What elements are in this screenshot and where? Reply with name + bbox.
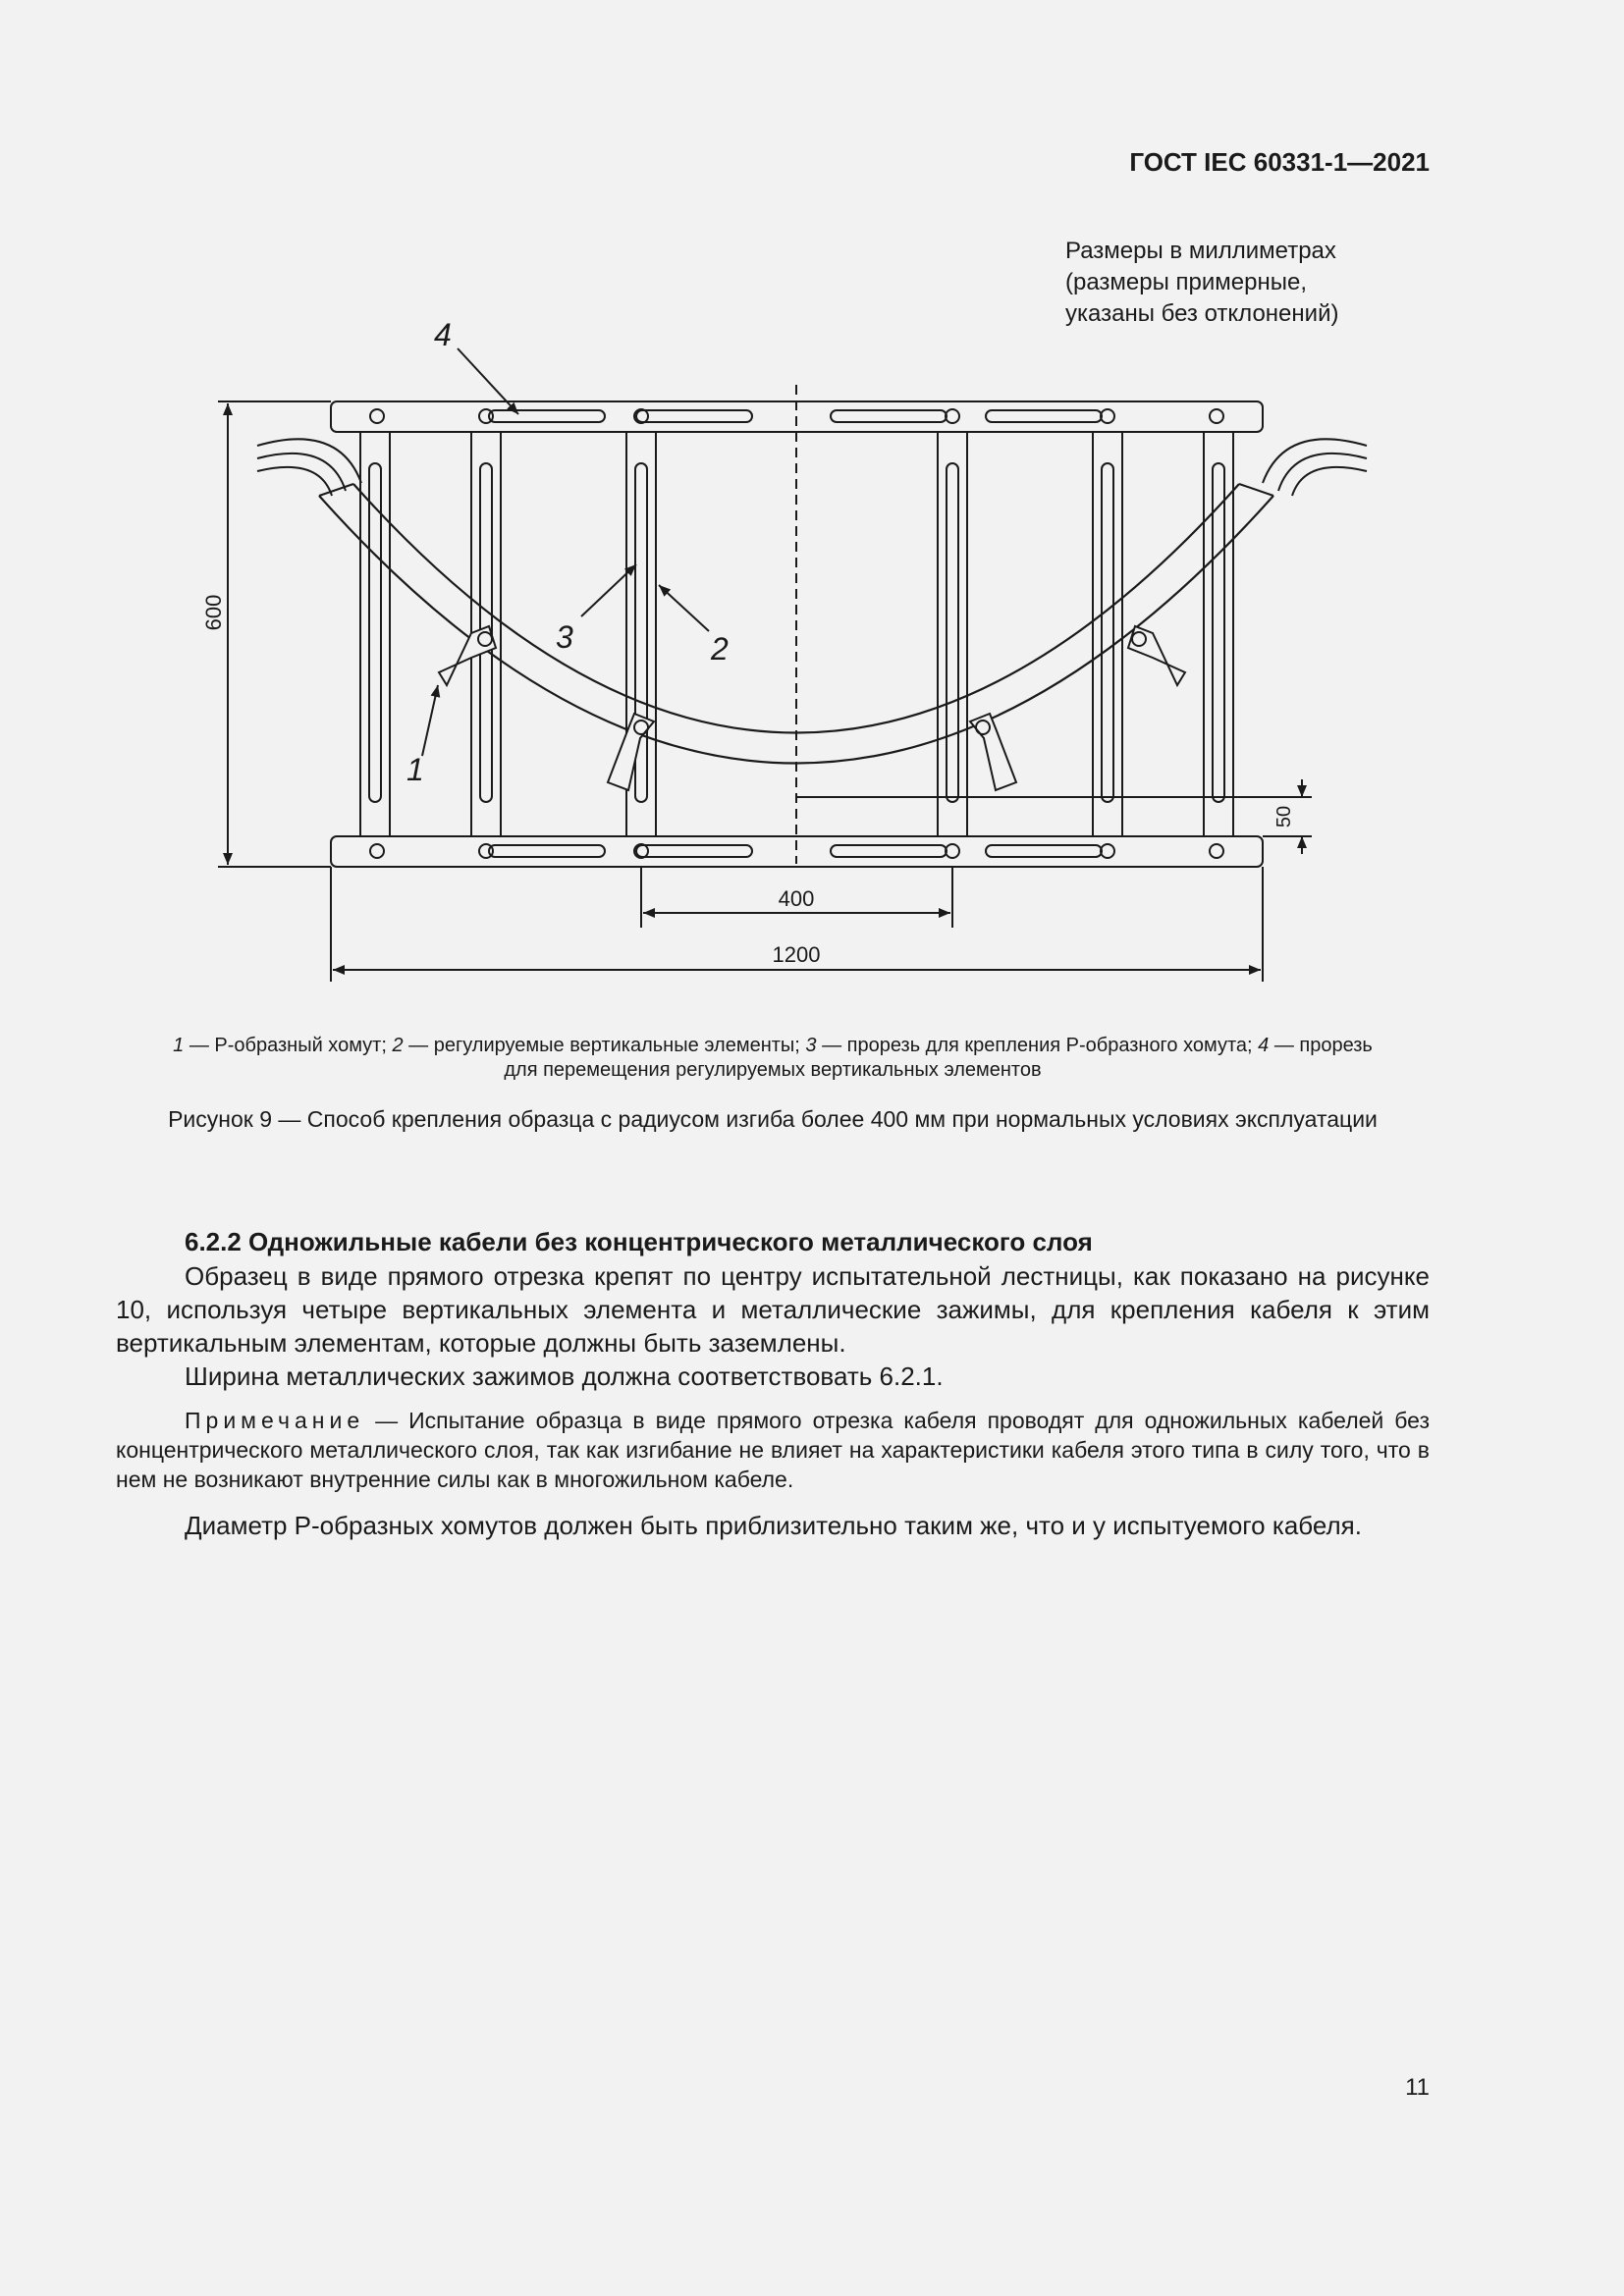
units-note: Размеры в миллиметрах (размеры примерные, указаны без отклонений): [1065, 238, 1339, 327]
legend-key-2: 2: [392, 1035, 404, 1056]
legend-text-2: — регулируемые вертикальные элементы;: [403, 1035, 806, 1056]
note-text: — Испытание образца в виде прямого отрезка кабеля проводят для одножильных кабелей без концентрического металлического слоя, так как изгибание не влияет на характеристики кабеля этого типа в силу того, что в нем не возникают внутренние силы как в многожильном кабеле.: [116, 1408, 1430, 1492]
dim-1200-label: 1200: [772, 942, 821, 967]
figure-9-drawing: [0, 314, 1624, 1021]
note-label: Примечание: [185, 1408, 365, 1433]
leader-2: [659, 585, 709, 631]
figure-legend: [157, 1034, 1388, 1083]
callout-1: 1: [406, 752, 424, 787]
paragraph-3: Диаметр Р-образных хомутов должен быть приблизительно таким же, что и у испытуемого кабеля.: [185, 1511, 1362, 1540]
legend-text-4: — прорезь для перемещения регулируемых вертикальных элементов: [504, 1035, 1373, 1081]
cable: [257, 439, 1367, 763]
paragraph-1: Образец в виде прямого отрезка крепят по центру испытательной лестницы, как показано на рисунке 10, используя четыре вертикальных элемента и металлические зажимы, для крепления кабеля к этим вертикальным элементам, которые должны быть заземлены.: [116, 1261, 1430, 1358]
document-code: ГОСТ IEC 60331-1—2021: [1129, 147, 1430, 177]
legend-key-1: 1: [173, 1035, 185, 1056]
paragraph-2: Ширина металлических зажимов должна соответствовать 6.2.1.: [185, 1362, 944, 1391]
section-title: 6.2.2 Одножильные кабели без концентрического металлического слоя: [185, 1227, 1093, 1256]
legend-text-1: — Р-образный хомут;: [184, 1035, 393, 1056]
page-number: 11: [1405, 2074, 1430, 2101]
legend-key-3: 3: [805, 1035, 817, 1056]
p-clamps: [439, 626, 1185, 790]
leader-1: [422, 685, 438, 756]
dim-400-label: 400: [778, 886, 815, 911]
callout-3: 3: [556, 619, 573, 655]
note: [116, 1406, 1430, 1494]
dimension-600: [218, 401, 331, 867]
callout-4: 4: [434, 317, 452, 352]
callout-2: 2: [711, 631, 729, 667]
dim-50-label: 50: [1273, 805, 1295, 828]
figure-caption: Рисунок 9 — Способ крепления образца с радиусом изгиба более 400 мм при нормальных условиях эксплуатации: [168, 1106, 1378, 1132]
dim-600-label: 600: [201, 594, 226, 631]
legend-text-3: — прорезь для крепления Р-образного хомута;: [816, 1035, 1259, 1056]
legend-key-4: 4: [1258, 1035, 1270, 1056]
